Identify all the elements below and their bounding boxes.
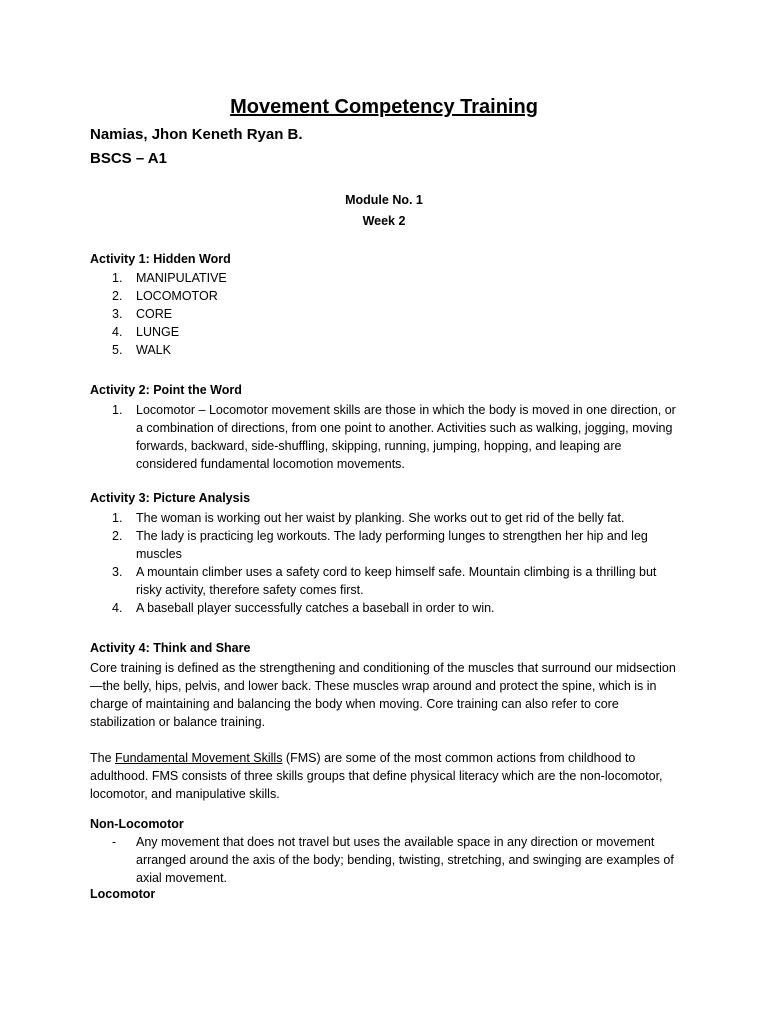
list-number: 3. — [112, 565, 123, 579]
course-section: BSCS – A1 — [90, 150, 167, 167]
list-item — [90, 833, 680, 887]
list-text: A baseball player successfully catches a baseball in order to win. — [136, 601, 495, 615]
activity1-list — [90, 269, 680, 359]
list-number: 4. — [112, 325, 123, 339]
fms-term: Fundamental Movement Skills — [115, 751, 283, 765]
list-number: 1. — [112, 403, 123, 417]
core-training-paragraph: Core training is defined as the strengthening and conditioning of the muscles that surround our midsection—the belly, hips, pelvis, and lower back. These muscles wrap around and protect the spine, which is in charge of maintaining and balancing the body when moving. Core training can also refer to core stabilization or balance training. — [90, 661, 676, 729]
list-number: 2. — [112, 289, 123, 303]
list-item — [90, 563, 680, 599]
week-label: Week 2 — [362, 214, 406, 228]
list-text: Any movement that does not travel but uses the available space in any direction or movement arranged around the axis of the body; bending, twisting, stretching, and swinging are examples of axial movement. — [136, 835, 674, 885]
activity1-heading: Activity 1: Hidden Word — [90, 252, 231, 266]
list-text: The lady is practicing leg workouts. The lady performing lunges to strengthen her hip and leg muscles — [136, 529, 648, 561]
list-number: 5. — [112, 343, 123, 357]
list-text: WALK — [136, 343, 171, 357]
list-item — [90, 323, 680, 341]
list-item — [90, 341, 680, 359]
activity4-heading: Activity 4: Think and Share — [90, 641, 251, 655]
list-bullet: - — [112, 835, 117, 849]
nonlocomotor-heading: Non-Locomotor — [90, 817, 184, 831]
list-item — [90, 599, 680, 617]
list-item — [90, 287, 680, 305]
list-number: 3. — [112, 307, 123, 321]
activity2-heading: Activity 2: Point the Word — [90, 383, 242, 397]
list-item — [90, 527, 680, 563]
fms-text: (FMS) are some of the most common actions from childhood to adulthood. FMS consists of three skills groups that define physical literacy which are the non-locomotor, locomotor, and manipulative skills. — [90, 751, 663, 801]
list-text: The woman is working out her waist by planking. She works out to get rid of the belly fat. — [136, 511, 625, 525]
list-text: Locomotor – Locomotor movement skills are those in which the body is moved in one direction, or a combination of directions, from one point to another. Activities such as walking, jogging, moving forwards, backward, side-shuffling, skipping, running, jumping, hopping, and leaping are considered fundamental locomotion movements. — [136, 403, 676, 471]
list-text: LUNGE — [136, 325, 180, 339]
list-text: A mountain climber uses a safety cord to keep himself safe. Mountain climbing is a thrilling but risky activity, therefore safety comes first. — [136, 565, 657, 597]
fms-prefix: The — [90, 751, 116, 765]
list-item — [90, 269, 680, 287]
student-name: Namias, Jhon Keneth Ryan B. — [90, 126, 303, 143]
list-item — [90, 509, 680, 527]
list-text: MANIPULATIVE — [136, 271, 227, 285]
fms-paragraph — [90, 749, 680, 803]
list-number: 4. — [112, 601, 123, 615]
activity2-list — [90, 401, 680, 473]
list-text: LOCOMOTOR — [136, 289, 218, 303]
locomotor-heading: Locomotor — [90, 887, 156, 901]
document-title: Movement Competency Training — [230, 96, 538, 118]
list-item — [90, 305, 680, 323]
activity3-list — [90, 509, 680, 617]
list-number: 1. — [112, 271, 123, 285]
nonlocomotor-list — [90, 833, 680, 887]
list-item — [90, 401, 680, 473]
list-number: 1. — [112, 511, 123, 525]
activity4-content — [90, 659, 680, 803]
module-number: Module No. 1 — [345, 193, 423, 207]
activity3-heading: Activity 3: Picture Analysis — [90, 491, 251, 505]
list-number: 2. — [112, 529, 123, 543]
list-text: CORE — [136, 307, 173, 321]
